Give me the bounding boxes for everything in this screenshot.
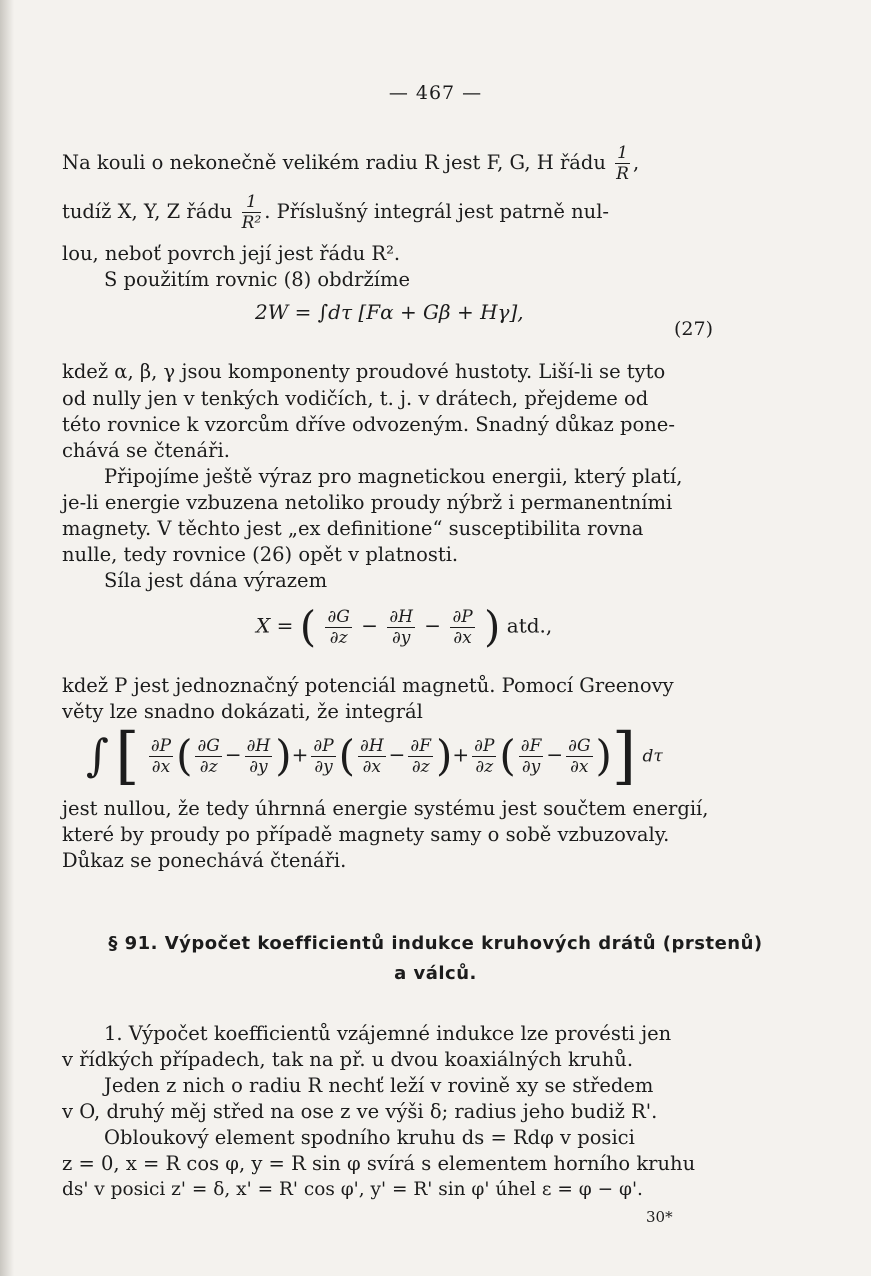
paren-close: ) — [436, 731, 453, 780]
fraction — [472, 736, 496, 777]
text-line: které by proudy po případě magnety samy o sobě vzbuzovaly. — [62, 823, 670, 846]
fraction — [245, 736, 273, 777]
text-line: Důkaz se ponechává čtenáři. — [62, 849, 347, 872]
fraction — [149, 736, 173, 777]
integral-sign: ∫ — [86, 730, 109, 782]
equation-lhs: X = — [256, 613, 294, 638]
section-heading-continuation: a válců. — [394, 963, 477, 984]
text-line: jest nullou, že tedy úhrnná energie systému jest součtem energií, — [62, 797, 709, 820]
fraction-numerator: ∂H — [246, 735, 271, 756]
fraction-denominator: ∂y — [249, 756, 268, 777]
text-line: Síla jest dána výrazem — [104, 569, 328, 592]
text-line: věty lze snadno dokázati, že integrál — [62, 700, 423, 723]
fraction — [311, 736, 335, 777]
bracket-open: [ — [115, 719, 140, 792]
fraction-denominator: ∂y — [314, 756, 333, 777]
fraction — [242, 192, 262, 233]
paren-open: ( — [299, 602, 317, 651]
equation-force: X = ( $\frac{\partial G}{\partial z}$ − $\frac{\partial H}{\partial y}$ − $\frac{\partial P}{\partial x}$ ) atd., — [256, 602, 553, 651]
text-line: Připojíme ještě výraz pro magnetickou energii, který platí, — [104, 465, 683, 488]
equation-number: (27) — [673, 318, 713, 340]
paren-open: ( — [499, 731, 516, 780]
text-line: lou, neboť povrch její jest řádu R². — [62, 242, 401, 265]
fraction-denominator: ∂z — [329, 627, 348, 648]
paren-close: ) — [484, 602, 501, 651]
fraction-numerator: 1 — [242, 192, 262, 213]
text-line: kdež α, β, γ jsou komponenty proudové hustoty. Liší-li se tyto — [62, 360, 666, 383]
paren-open: ( — [176, 731, 193, 780]
text-line: kdež P jest jednoznačný potenciál magnetů. Pomocí Greenovy — [62, 674, 674, 697]
text-line: z = 0, x = R cos φ, y = R sin φ svírá s elementem horního kruhu — [62, 1152, 696, 1175]
fraction-numerator: ∂P — [150, 735, 172, 756]
paren-close: ) — [275, 731, 292, 780]
text-line — [62, 192, 712, 233]
fraction — [450, 607, 474, 648]
fraction-denominator: ∂x — [151, 756, 171, 777]
fraction-denominator: ∂z — [475, 756, 494, 777]
text-segment: tudíž X, Y, Z řádu — [62, 200, 233, 223]
equation-27: 2W = ∫dτ [Fα + Gβ + Hγ], — [255, 300, 524, 324]
fraction-denominator: ∂x — [570, 756, 589, 777]
page-number: — 467 — — [388, 82, 483, 104]
page-edge-shadow — [0, 0, 14, 1276]
text-line: ds' v posici z' = δ, x' = R' cos φ', y' = R' sin φ' úhel ε = φ − φ'. — [62, 1179, 643, 1200]
fraction-numerator: ∂H — [360, 735, 384, 756]
fraction-denominator: R — [616, 164, 629, 184]
text-line: S použitím rovnic (8) obdržíme — [104, 268, 410, 291]
fraction-denominator: ∂y — [391, 627, 411, 648]
fraction — [566, 736, 592, 777]
text-line: této rovnice k vzorcům dříve odvozeným. Snadný důkaz pone- — [62, 413, 675, 436]
fraction — [195, 736, 221, 777]
fraction-denominator: ∂x — [453, 627, 472, 648]
fraction — [519, 736, 544, 777]
section-heading: § 91. Výpočet koefficientů indukce kruhových drátů (prstenů) — [108, 933, 763, 954]
text-line: magnety. V těchto jest „ex definitione“ susceptibilita rovna — [62, 517, 644, 540]
fraction-numerator: ∂F — [520, 735, 542, 756]
text-line: v O, druhý měj střed na ose z ve výši δ; radius jeho budiž R'. — [62, 1100, 658, 1123]
fraction-denominator: ∂z — [411, 756, 430, 777]
fraction-numerator: ∂F — [410, 735, 432, 756]
text-line: Na kouli o nekonečně velikém radiu R jest F, G, H řádu $\frac{1}{R}$ , — [62, 143, 640, 184]
integral-differential: dτ — [642, 746, 663, 767]
fraction — [408, 736, 433, 777]
text-line: od nully jen v tenkých vodičích, t. j. v drátech, přejdeme od — [62, 387, 649, 410]
text-line: Jeden z nich o radiu R nechť leží v rovině xy se středem — [104, 1074, 654, 1097]
text-line: nulle, tedy rovnice (26) opět v platnosti. — [62, 543, 459, 566]
fraction-numerator: ∂P — [474, 735, 495, 756]
fraction — [358, 736, 386, 777]
fraction-denominator: ∂y — [521, 756, 541, 777]
text-segment: . Příslušný integrál jest patrně nul- — [264, 200, 610, 223]
bracket-close: ] — [611, 719, 637, 792]
fraction-numerator: 1 — [617, 143, 628, 163]
fraction-numerator: ∂G — [568, 735, 591, 756]
fraction — [615, 143, 630, 184]
fraction-numerator: ∂P — [313, 735, 334, 756]
text-line: v řídkých případech, tak na př. u dvou koaxiálných kruhů. — [62, 1048, 634, 1071]
paren-open: ( — [338, 731, 356, 780]
fraction-numerator: ∂P — [452, 606, 473, 627]
fraction-numerator: ∂H — [389, 606, 413, 627]
fraction-denominator: ∂z — [199, 756, 218, 777]
fraction — [325, 607, 351, 648]
equation-tail: atd., — [506, 613, 553, 638]
fraction-denominator: ∂x — [362, 756, 382, 777]
text-segment: Na kouli o nekonečně velikém radiu R jest F, G, H řádu — [62, 151, 606, 174]
fraction-numerator: ∂G — [327, 606, 350, 627]
text-line: 1. Výpočet koefficientů vzájemné indukce lze provésti jen — [104, 1022, 672, 1045]
text-line: je-li energie vzbuzena netoliko proudy nýbrž i permanentními — [62, 491, 673, 514]
text-line: chává se čtenáři. — [62, 439, 230, 462]
fraction — [387, 607, 415, 648]
text-line: Obloukový element spodního kruhu ds = Rdφ v posici — [104, 1126, 635, 1149]
equation-integral: ∫ [ $\frac{\partial P}{\partial x}$ ( $\frac{\partial G}{\partial z}$ − $\frac{\partial H}{\partial y}$ )+ $\frac{\partial P}{\partial y}$ ( $\frac{\partial H}{\partial x}$ − $\frac{\partial F}{\partial z}$ )+ $\frac{\partial P}{\partial z}$ ( $\frac{\partial F}{\partial y}$ − $\frac{\partial G}{\partial x}$ )] dτ — [86, 719, 663, 792]
paren-close: ) — [595, 731, 612, 780]
fraction-denominator: R² — [241, 213, 262, 233]
fraction-numerator: ∂G — [197, 735, 220, 756]
signature-mark: 30* — [646, 1208, 673, 1226]
